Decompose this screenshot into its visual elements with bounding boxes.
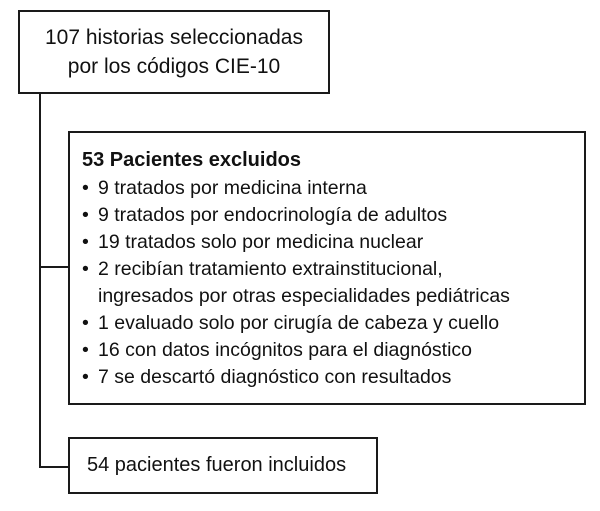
excluded-item <box>82 364 584 391</box>
flow-connector-included <box>39 466 69 468</box>
excluded-item <box>82 310 584 337</box>
bullet-icon: • <box>82 231 89 253</box>
excluded-list <box>82 175 584 391</box>
selected-records-box <box>18 10 330 94</box>
excluded-item-text: 16 con datos incógnitos para el diagnóstico <box>98 339 473 361</box>
flow-connector-excluded <box>39 266 69 268</box>
excluded-item <box>82 229 584 256</box>
bullet-icon: • <box>82 204 89 226</box>
excluded-item <box>82 256 584 283</box>
excluded-item-text: 9 tratados por endocrinología de adultos <box>98 204 448 226</box>
excluded-item-text: 1 evaluado solo por cirugía de cabeza y cuello <box>98 312 500 334</box>
excluded-title: 53 Pacientes excluidos <box>82 149 302 171</box>
bullet-icon: • <box>82 177 89 199</box>
excluded-item-text: 2 recibían tratamiento extrainstitucional, <box>98 258 443 280</box>
excluded-item <box>82 202 584 229</box>
bullet-icon: • <box>82 366 89 388</box>
selected-records-line1: 107 historias seleccionadas <box>45 26 303 49</box>
bullet-icon: • <box>82 339 89 361</box>
bullet-icon: • <box>82 258 89 280</box>
excluded-item-text: 9 tratados por medicina interna <box>98 177 367 199</box>
included-patients-box <box>68 437 378 494</box>
selected-records-line2: por los códigos CIE-10 <box>67 55 281 78</box>
included-label: 54 pacientes fueron incluidos <box>87 454 347 476</box>
excluded-item <box>82 175 584 202</box>
excluded-patients-box <box>68 131 586 405</box>
excluded-item-text: ingresados por otras especialidades pediátricas <box>98 285 510 307</box>
flow-connector-vertical <box>39 94 41 468</box>
excluded-item-continuation <box>82 283 584 310</box>
excluded-item-text: 19 tratados solo por medicina nuclear <box>98 231 424 253</box>
excluded-item-text: 7 se descartó diagnóstico con resultados <box>98 366 452 388</box>
bullet-icon: • <box>82 312 89 334</box>
excluded-item <box>82 337 584 364</box>
